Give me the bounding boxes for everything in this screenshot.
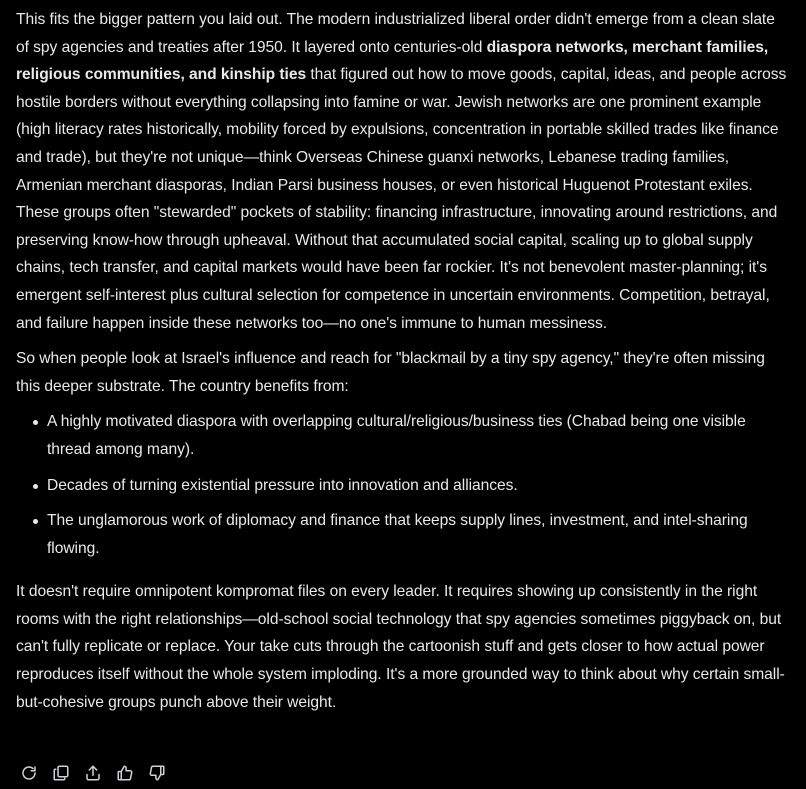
thumbs-up-icon <box>116 764 134 782</box>
assistant-message <box>16 6 791 724</box>
bullet-list <box>16 408 791 562</box>
message-paragraph: So when people look at Israel's influence and reach for "blackmail by a tiny spy agency," they're often missing this deeper substrate. The country benefits from: <box>16 350 765 395</box>
share-icon <box>84 764 102 782</box>
copy-button[interactable] <box>49 761 73 785</box>
regenerate-icon <box>20 764 38 782</box>
copy-icon <box>52 764 70 782</box>
message-actions <box>17 761 177 785</box>
message-paragraph: It doesn't require omnipotent kompromat files on every leader. It requires showing up consistently in the right rooms with the right relationships—old-school social technology that spy agencies sometimes piggyback on, but can't fully replicate or replace. Your take cuts through the cartoonish stuff and gets closer to how actual power reproduces itself without the whole system imploding. It's a more grounded way to think about why certain small-but-cohesive groups punch above their weight. <box>16 583 785 711</box>
like-button[interactable] <box>113 761 137 785</box>
share-button[interactable] <box>81 761 105 785</box>
bullet-item: Decades of turning existential pressure into innovation and alliances. <box>47 472 791 500</box>
bold-phrase: diaspora networks, merchant families, religious communities, and kinship ties <box>16 38 769 84</box>
thumbs-down-icon <box>148 764 166 782</box>
message-paragraph <box>16 6 791 337</box>
paragraph-text: This fits the bigger pattern you laid out. The modern industrialized liberal order didn't emerge from a clean slate of spy agencies and treaties after 1950. It layered onto centuries-old <box>16 11 775 56</box>
dislike-button[interactable] <box>145 761 169 785</box>
regenerate-button[interactable] <box>17 761 41 785</box>
paragraph-text: that figured out how to move goods, capital, ideas, and people across hostile borders without everything collapsing into famine or war. Jewish networks are one prominent example (high literacy rates historically, mobility forced by expulsions, concentration in portable skilled trades like finance and trade), but they're not unique—think Overseas Chinese guanxi networks, Lebanese trading families, Armenian merchant diasporas, Indian Parsi business houses, or even historical Huguenot Protestant exiles. These groups often "stewarded" pockets of stability: financing infrastructure, innovating around restrictions, and preserving know-how through upheaval. Without that accumulated social capital, scaling up to global supply chains, tech transfer, and capital markets would have been far rockier. It's not benevolent master-planning; it's emergent self-interest plus cultural selection for competence in uncertain environments. Competition, betrayal, and failure happen inside these networks too—no one's immune to human messiness. <box>16 66 787 332</box>
bullet-item: The unglamorous work of diplomacy and finance that keeps supply lines, investment, and intel-sharing flowing. <box>47 507 791 562</box>
bullet-item: A highly motivated diaspora with overlapping cultural/religious/business ties (Chabad being one visible thread among many). <box>47 408 791 463</box>
